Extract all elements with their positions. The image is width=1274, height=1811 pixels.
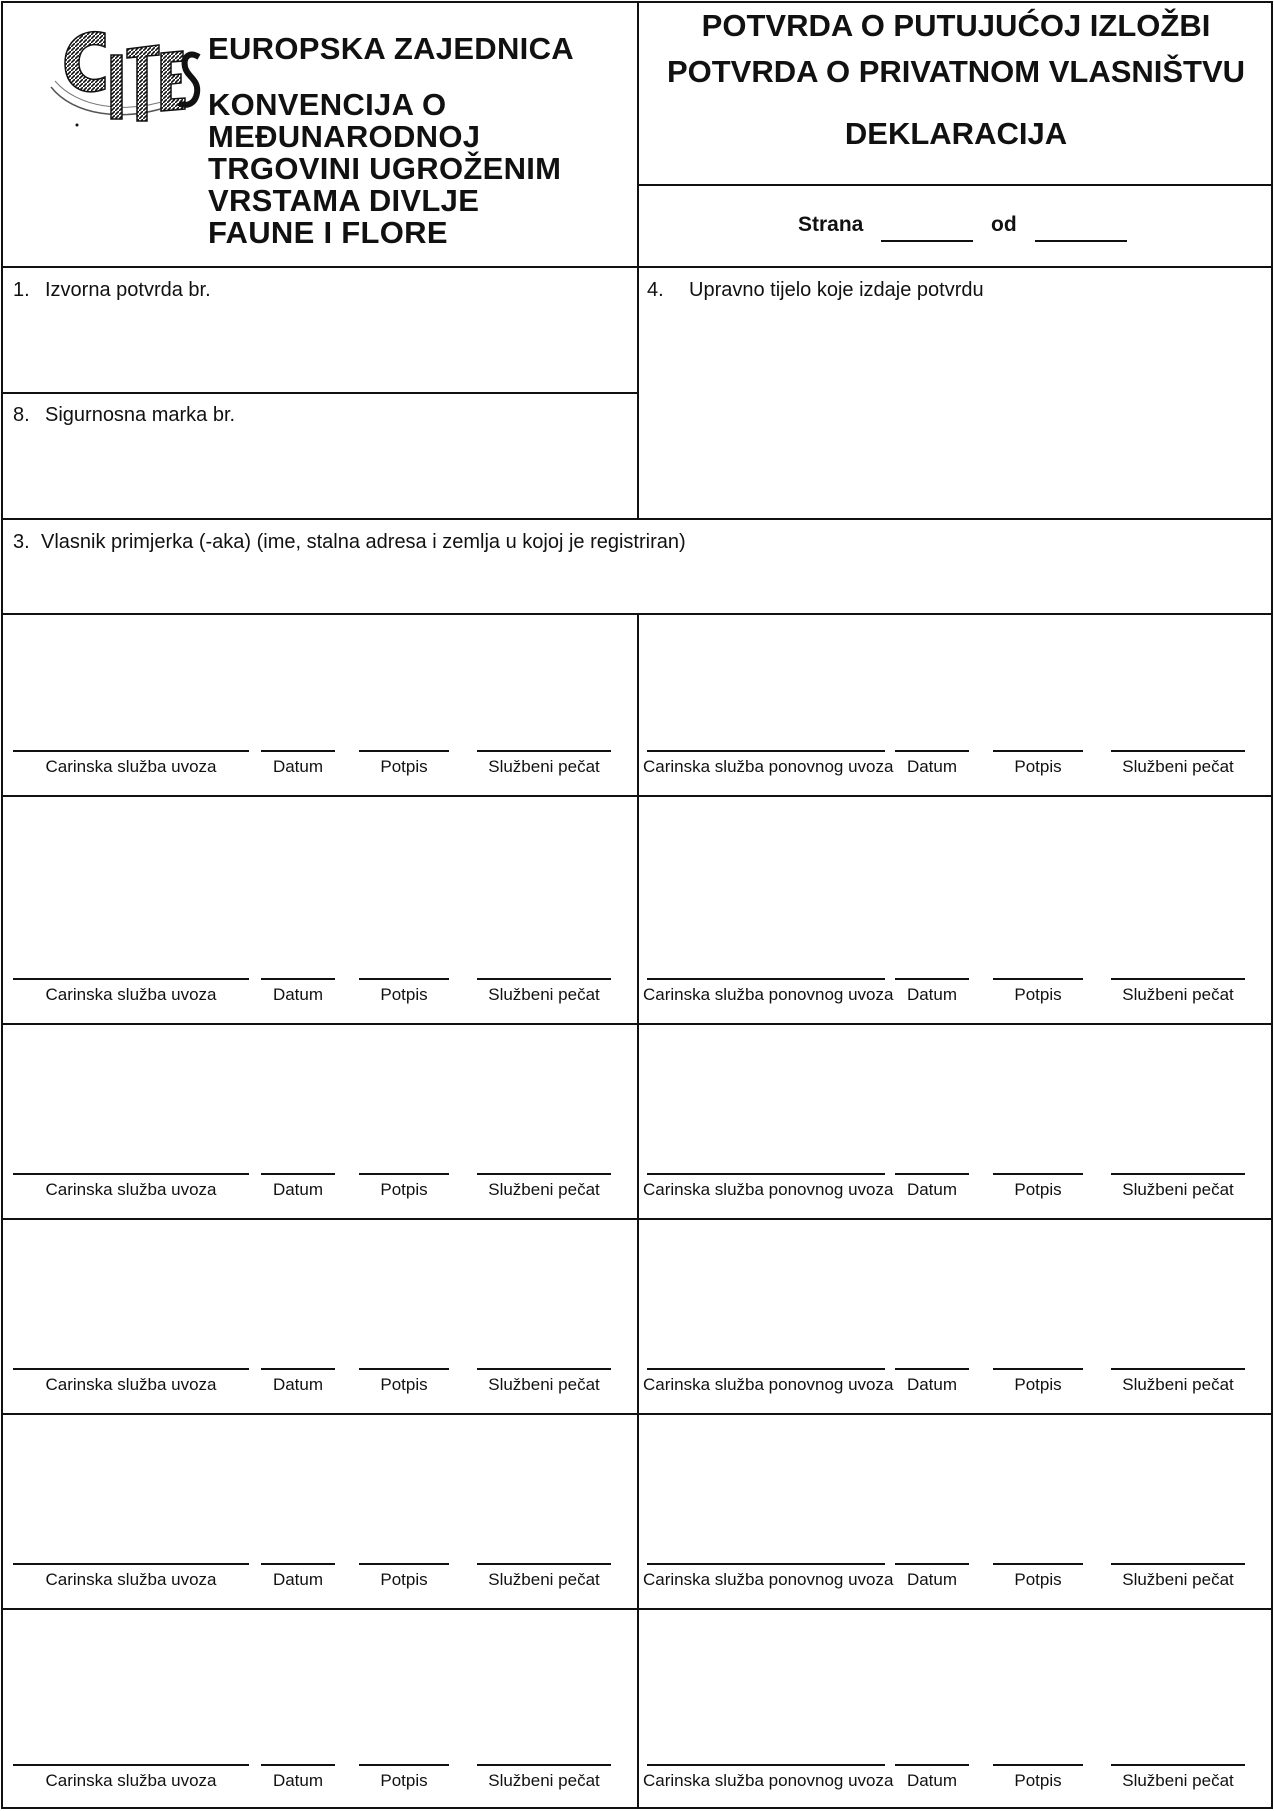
- signature-row-rule: [3, 1218, 1273, 1220]
- cites-logo-icon: [43, 23, 201, 135]
- field-3: [13, 531, 686, 554]
- signature-row-rule: [3, 1608, 1273, 1610]
- sig-label-reimport-customs: Carinska služba ponovnog uvoza: [643, 985, 894, 1004]
- sig-line-import-customs[interactable]: [13, 750, 249, 752]
- sig-line-reimport-signature[interactable]: [993, 1173, 1083, 1175]
- sig-line-import-customs[interactable]: [13, 978, 249, 980]
- field-1-label: Izvorna potvrda br.: [45, 279, 211, 301]
- sig-line-import-stamp[interactable]: [477, 750, 611, 752]
- convention-line-3: TRGOVINI UGROŽENIM: [208, 151, 562, 186]
- page-label: Strana: [798, 213, 864, 236]
- title-declaration: DEKLARACIJA: [844, 116, 1068, 151]
- sig-line-reimport-stamp[interactable]: [1111, 1563, 1245, 1565]
- field8-bottom-rule: [3, 518, 1273, 520]
- convention-title: [208, 89, 561, 249]
- sig-label-import-customs: Carinska služba uvoza: [45, 1375, 217, 1394]
- sig-label-reimport-customs: Carinska služba ponovnog uvoza: [643, 1375, 894, 1394]
- sig-line-import-customs[interactable]: [13, 1764, 249, 1766]
- sig-label-reimport-customs: Carinska služba ponovnog uvoza: [643, 1180, 894, 1199]
- sig-label-import-customs: Carinska služba uvoza: [45, 1771, 217, 1790]
- org-title: [208, 33, 574, 65]
- sig-line-reimport-date[interactable]: [895, 1764, 969, 1766]
- sig-line-reimport-customs[interactable]: [647, 978, 885, 980]
- sig-label-import-stamp: Službeni pečat: [488, 757, 600, 776]
- field-8-number: 8.: [13, 404, 30, 426]
- field-4-input[interactable]: [641, 303, 1271, 515]
- sig-label-import-customs: Carinska služba uvoza: [45, 985, 217, 1004]
- sig-label-reimport-stamp: Službeni pečat: [1122, 1570, 1234, 1589]
- sig-line-import-date[interactable]: [261, 1764, 335, 1766]
- sig-label-reimport-signature: Potpis: [1014, 1771, 1062, 1790]
- sig-line-import-stamp[interactable]: [477, 1563, 611, 1565]
- sig-line-import-signature[interactable]: [359, 1368, 449, 1370]
- signature-row-rule: [3, 1413, 1273, 1415]
- cites-form: [1, 1, 1273, 1809]
- sig-label-reimport-date: Datum: [906, 1570, 958, 1589]
- certificate-titles: [639, 9, 1273, 151]
- sig-line-reimport-signature[interactable]: [993, 978, 1083, 980]
- sig-line-reimport-date[interactable]: [895, 1173, 969, 1175]
- sig-line-reimport-signature[interactable]: [993, 1764, 1083, 1766]
- header-divider: [637, 3, 639, 266]
- field-3-input[interactable]: [5, 555, 1271, 610]
- field-4-label: Upravno tijelo koje izdaje potvrdu: [689, 279, 984, 301]
- cites-logo: [43, 23, 201, 135]
- sig-label-import-signature: Potpis: [380, 757, 428, 776]
- field-4-number: 4.: [647, 279, 664, 301]
- sig-line-reimport-stamp[interactable]: [1111, 750, 1245, 752]
- sig-label-import-customs: Carinska služba uvoza: [45, 1180, 217, 1199]
- sig-line-import-signature[interactable]: [359, 750, 449, 752]
- sig-line-import-signature[interactable]: [359, 978, 449, 980]
- field-8-label: Sigurnosna marka br.: [45, 404, 236, 426]
- org-title-line: EUROPSKA ZAJEDNICA: [208, 31, 574, 66]
- sig-line-import-signature[interactable]: [359, 1764, 449, 1766]
- sig-label-reimport-signature: Potpis: [1014, 757, 1062, 776]
- field-8: [13, 404, 235, 427]
- sig-line-import-date[interactable]: [261, 750, 335, 752]
- sig-label-import-signature: Potpis: [380, 1570, 428, 1589]
- title-travelling-exhibition: POTVRDA O PUTUJUĆOJ IZLOŽBI: [701, 8, 1211, 43]
- sig-label-reimport-stamp: Službeni pečat: [1122, 757, 1234, 776]
- sig-label-import-date: Datum: [272, 1570, 324, 1589]
- sig-line-import-stamp[interactable]: [477, 1368, 611, 1370]
- sig-line-import-signature[interactable]: [359, 1173, 449, 1175]
- convention-line-5: FAUNE I FLORE: [208, 215, 448, 250]
- sig-line-reimport-customs[interactable]: [647, 1764, 885, 1766]
- sig-label-import-signature: Potpis: [380, 1180, 428, 1199]
- field-1-number: 1.: [13, 279, 30, 301]
- sig-line-import-stamp[interactable]: [477, 1173, 611, 1175]
- sig-line-reimport-customs[interactable]: [647, 1368, 885, 1370]
- sig-label-import-date: Datum: [272, 757, 324, 776]
- sig-line-import-customs[interactable]: [13, 1563, 249, 1565]
- sig-label-import-stamp: Službeni pečat: [488, 1375, 600, 1394]
- sig-line-import-customs[interactable]: [13, 1173, 249, 1175]
- sig-label-reimport-customs: Carinska služba ponovnog uvoza: [643, 757, 894, 776]
- sig-label-import-stamp: Službeni pečat: [488, 1180, 600, 1199]
- fields-divider: [637, 266, 639, 518]
- sig-line-import-stamp[interactable]: [477, 1764, 611, 1766]
- sig-label-reimport-signature: Potpis: [1014, 1375, 1062, 1394]
- page-total-field[interactable]: [1035, 216, 1127, 242]
- sig-label-import-signature: Potpis: [380, 1375, 428, 1394]
- convention-line-2: MEĐUNARODNOJ: [208, 119, 481, 154]
- sig-label-reimport-stamp: Službeni pečat: [1122, 985, 1234, 1004]
- sig-line-import-customs[interactable]: [13, 1368, 249, 1370]
- of-label: od: [991, 213, 1017, 236]
- field-4: [647, 279, 984, 302]
- sig-line-import-date[interactable]: [261, 1173, 335, 1175]
- sig-line-reimport-stamp[interactable]: [1111, 1368, 1245, 1370]
- sig-label-import-customs: Carinska služba uvoza: [45, 757, 217, 776]
- sig-line-reimport-stamp[interactable]: [1111, 1764, 1245, 1766]
- sig-label-import-signature: Potpis: [380, 985, 428, 1004]
- sig-label-import-date: Datum: [272, 1771, 324, 1790]
- page-number-field[interactable]: [881, 216, 973, 242]
- sig-label-reimport-stamp: Službeni pečat: [1122, 1375, 1234, 1394]
- sig-line-reimport-date[interactable]: [895, 1563, 969, 1565]
- field-8-input[interactable]: [5, 428, 635, 515]
- convention-line-4: VRSTAMA DIVLJE: [208, 183, 480, 218]
- sig-line-reimport-date[interactable]: [895, 978, 969, 980]
- sig-label-import-date: Datum: [272, 1180, 324, 1199]
- sig-line-reimport-customs[interactable]: [647, 1563, 885, 1565]
- signature-row-rule: [3, 1023, 1273, 1025]
- sig-label-reimport-signature: Potpis: [1014, 1570, 1062, 1589]
- sig-line-reimport-customs[interactable]: [647, 750, 885, 752]
- sig-line-import-signature[interactable]: [359, 1563, 449, 1565]
- sig-label-reimport-date: Datum: [906, 757, 958, 776]
- sig-label-import-date: Datum: [272, 985, 324, 1004]
- sig-line-reimport-signature[interactable]: [993, 750, 1083, 752]
- sig-label-reimport-customs: Carinska služba ponovnog uvoza: [643, 1771, 894, 1790]
- sig-line-import-date[interactable]: [261, 1368, 335, 1370]
- title-divider: [637, 184, 1273, 186]
- field-3-label: Vlasnik primjerka (-aka) (ime, stalna adresa i zemlja u kojoj je registriran): [41, 531, 686, 553]
- sig-label-import-stamp: Službeni pečat: [488, 1570, 600, 1589]
- page-counter: [798, 213, 1127, 242]
- convention-line-1: KONVENCIJA O: [208, 87, 447, 122]
- sig-label-import-signature: Potpis: [380, 1771, 428, 1790]
- sig-line-reimport-date[interactable]: [895, 750, 969, 752]
- signature-row-rule: [3, 795, 1273, 797]
- sig-line-import-date[interactable]: [261, 1563, 335, 1565]
- sig-line-import-stamp[interactable]: [477, 978, 611, 980]
- sig-label-reimport-date: Datum: [906, 1771, 958, 1790]
- sig-line-reimport-signature[interactable]: [993, 1368, 1083, 1370]
- sig-label-reimport-signature: Potpis: [1014, 985, 1062, 1004]
- field-1: [13, 279, 211, 302]
- sig-label-reimport-date: Datum: [906, 1375, 958, 1394]
- sig-line-reimport-stamp[interactable]: [1111, 978, 1245, 980]
- sig-label-import-stamp: Službeni pečat: [488, 1771, 600, 1790]
- sig-label-import-stamp: Službeni pečat: [488, 985, 600, 1004]
- sig-line-import-date[interactable]: [261, 978, 335, 980]
- sig-label-import-customs: Carinska služba uvoza: [45, 1570, 217, 1589]
- sig-line-reimport-date[interactable]: [895, 1368, 969, 1370]
- sig-label-reimport-date: Datum: [906, 1180, 958, 1199]
- signature-divider: [637, 613, 639, 1809]
- field-3-number: 3.: [13, 531, 30, 553]
- sig-label-reimport-date: Datum: [906, 985, 958, 1004]
- field-1-input[interactable]: [5, 303, 635, 389]
- sig-line-reimport-stamp[interactable]: [1111, 1173, 1245, 1175]
- sig-label-reimport-stamp: Službeni pečat: [1122, 1771, 1234, 1790]
- sig-label-reimport-stamp: Službeni pečat: [1122, 1180, 1234, 1199]
- sig-line-reimport-customs[interactable]: [647, 1173, 885, 1175]
- sig-label-reimport-customs: Carinska služba ponovnog uvoza: [643, 1570, 894, 1589]
- field1-bottom-rule: [3, 392, 637, 394]
- title-private-ownership: POTVRDA O PRIVATNOM VLASNIŠTVU: [666, 54, 1246, 89]
- sig-label-reimport-signature: Potpis: [1014, 1180, 1062, 1199]
- sig-label-import-date: Datum: [272, 1375, 324, 1394]
- sig-line-reimport-signature[interactable]: [993, 1563, 1083, 1565]
